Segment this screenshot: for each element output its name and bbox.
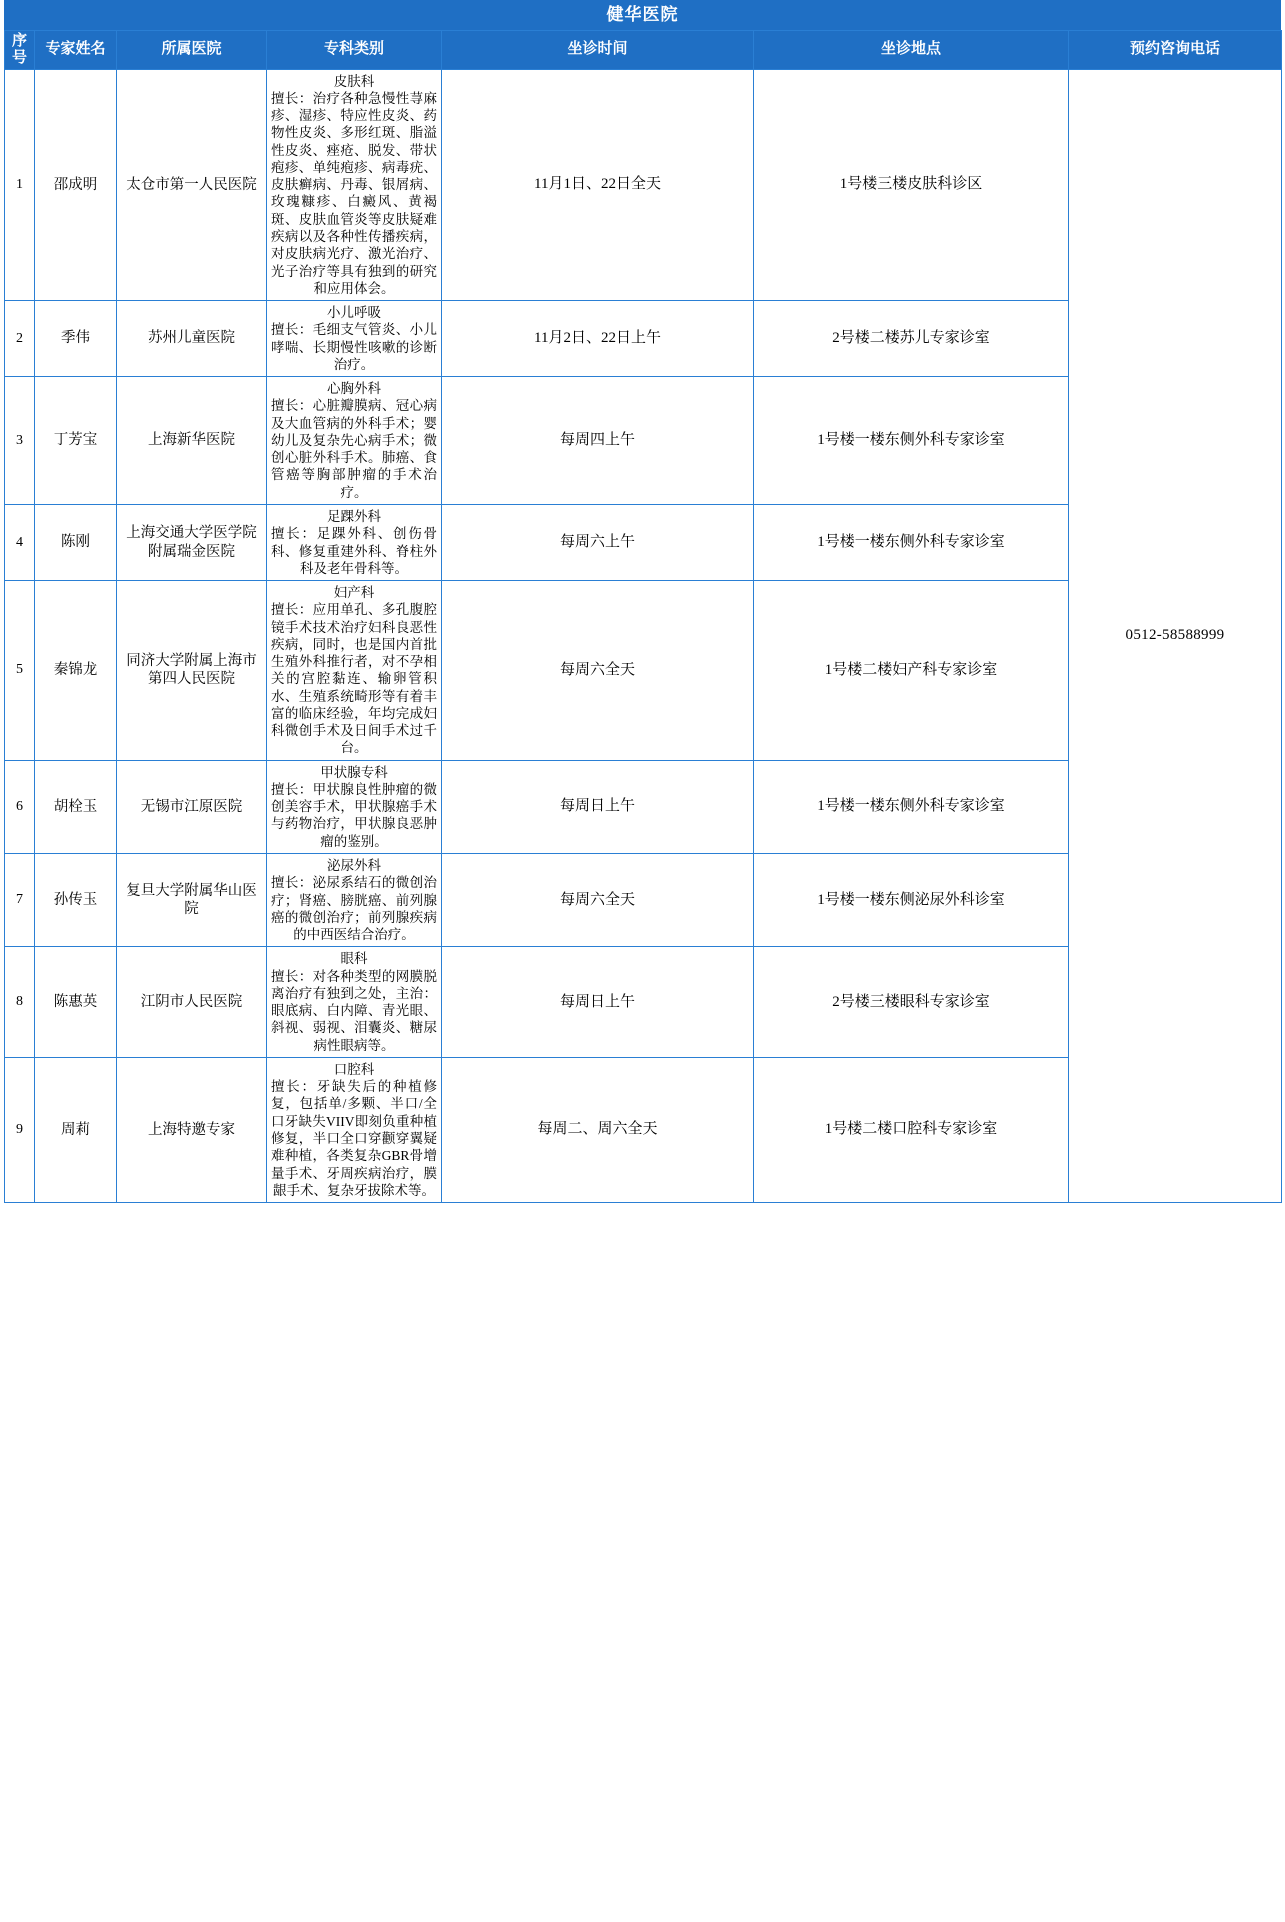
cell-expert-name: 陈刚 xyxy=(35,504,117,580)
cell-no: 7 xyxy=(5,854,35,947)
cell-department xyxy=(267,69,442,300)
cell-time: 每周四上午 xyxy=(442,377,754,505)
cell-department xyxy=(267,1057,442,1202)
cell-no: 5 xyxy=(5,581,35,761)
column-header-phone: 预约咨询电话 xyxy=(1069,31,1282,70)
cell-phone: 0512-58588999 xyxy=(1069,69,1282,1202)
cell-place: 1号楼一楼东侧外科专家诊室 xyxy=(754,504,1069,580)
cell-time: 每周二、周六全天 xyxy=(442,1057,754,1202)
cell-hospital: 太仓市第一人民医院 xyxy=(117,69,267,300)
cell-expert-name: 季伟 xyxy=(35,301,117,377)
cell-time: 每周六全天 xyxy=(442,854,754,947)
department-description: 擅长：甲状腺良性肿瘤的微创美容手术，甲状腺癌手术与药物治疗，甲状腺良恶肿瘤的鉴别。 xyxy=(271,781,437,849)
cell-time: 每周日上午 xyxy=(442,947,754,1058)
table-header-row xyxy=(5,31,1282,70)
cell-no: 9 xyxy=(5,1057,35,1202)
department-title: 足踝外科 xyxy=(327,508,381,524)
department-description: 擅长：对各种类型的网膜脱离治疗有独到之处，主治：眼底病、白内障、青光眼、斜视、弱视、泪囊炎、糖尿病性眼病等。 xyxy=(271,968,437,1053)
cell-expert-name: 丁芳宝 xyxy=(35,377,117,505)
column-header-no: 序号 xyxy=(5,31,35,70)
cell-department xyxy=(267,377,442,505)
cell-place: 1号楼二楼妇产科专家诊室 xyxy=(754,581,1069,761)
cell-department xyxy=(267,947,442,1058)
department-description: 擅长：牙缺失后的种植修复，包括单/多颗、半口/全口牙缺失VIIV即刻负重种植修复，半口全口穿颧穿翼疑难种植，各类复杂GBR骨增量手术、牙周疾病治疗，膜龈手术、复杂牙拔除术等。 xyxy=(271,1079,437,1198)
cell-no: 4 xyxy=(5,504,35,580)
cell-hospital: 无锡市江原医院 xyxy=(117,760,267,853)
cell-hospital: 同济大学附属上海市第四人民医院 xyxy=(117,581,267,761)
cell-expert-name: 周莉 xyxy=(35,1057,117,1202)
cell-expert-name: 陈惠英 xyxy=(35,947,117,1058)
cell-time: 每周六上午 xyxy=(442,504,754,580)
column-header-time: 坐诊时间 xyxy=(442,31,754,70)
cell-place: 1号楼一楼东侧泌尿外科诊室 xyxy=(754,854,1069,947)
page-title: 健华医院 xyxy=(4,0,1281,30)
column-header-place: 坐诊地点 xyxy=(754,31,1069,70)
cell-place: 2号楼三楼眼科专家诊室 xyxy=(754,947,1069,1058)
cell-department xyxy=(267,760,442,853)
department-description: 擅长：足踝外科、创伤骨科、修复重建外科、脊柱外科及老年骨科等。 xyxy=(271,526,437,576)
cell-no: 3 xyxy=(5,377,35,505)
department-title: 泌尿外科 xyxy=(327,858,381,874)
cell-time: 每周六全天 xyxy=(442,581,754,761)
department-description: 擅长：治疗各种急慢性荨麻疹、湿疹、特应性皮炎、药物性皮炎、多形红斑、脂溢性皮炎、痤疮、脱发、带状疱疹、单纯疱疹、病毒疣、皮肤癣病、丹毒、银屑病、玫瑰糠疹、白癜风、黄褐斑、皮肤血管炎等皮肤疑难疾病以及各种性传播疾病，对皮肤病光疗、激光治疗、光子治疗等具有独到的研究和应用体会。 xyxy=(271,90,437,296)
cell-no: 8 xyxy=(5,947,35,1058)
department-description: 擅长：心脏瓣膜病、冠心病及大血管病的外科手术；婴幼儿及复杂先心病手术；微创心脏外科手术。肺癌、食管癌等胸部肿瘤的手术治疗。 xyxy=(271,398,437,500)
cell-hospital: 上海交通大学医学院附属瑞金医院 xyxy=(117,504,267,580)
department-description: 擅长：泌尿系结石的微创治疗；肾癌、膀胱癌、前列腺癌的微创治疗；前列腺疾病的中西医结合治疗。 xyxy=(271,875,437,943)
department-description: 擅长：应用单孔、多孔腹腔镜手术技术治疗妇科良恶性疾病，同时，也是国内首批生殖外科推行者，对不孕相关的宫腔黏连、输卵管积水、生殖系统畸形等有着丰富的临床经验，年均完成妇科微创手术及日间手术过千台。 xyxy=(271,602,437,756)
cell-hospital: 苏州儿童医院 xyxy=(117,301,267,377)
cell-expert-name: 秦锦龙 xyxy=(35,581,117,761)
department-title: 皮肤科 xyxy=(333,73,375,89)
cell-place: 2号楼二楼苏儿专家诊室 xyxy=(754,301,1069,377)
department-description: 擅长：毛细支气管炎、小儿哮喘、长期慢性咳嗽的诊断治疗。 xyxy=(271,322,437,372)
cell-expert-name: 邵成明 xyxy=(35,69,117,300)
cell-department xyxy=(267,504,442,580)
cell-department xyxy=(267,581,442,761)
cell-no: 6 xyxy=(5,760,35,853)
cell-department xyxy=(267,301,442,377)
cell-place: 1号楼三楼皮肤科诊区 xyxy=(754,69,1069,300)
department-title: 心胸外科 xyxy=(327,381,381,397)
table-row xyxy=(5,69,1282,300)
department-title: 甲状腺专科 xyxy=(320,764,388,780)
cell-expert-name: 胡栓玉 xyxy=(35,760,117,853)
cell-hospital: 江阴市人民医院 xyxy=(117,947,267,1058)
cell-hospital: 上海新华医院 xyxy=(117,377,267,505)
department-title: 眼科 xyxy=(340,951,368,967)
cell-time: 11月2日、22日上午 xyxy=(442,301,754,377)
cell-hospital: 上海特邀专家 xyxy=(117,1057,267,1202)
cell-place: 1号楼二楼口腔科专家诊室 xyxy=(754,1057,1069,1202)
cell-place: 1号楼一楼东侧外科专家诊室 xyxy=(754,760,1069,853)
cell-time: 每周日上午 xyxy=(442,760,754,853)
column-header-department: 专科类别 xyxy=(267,31,442,70)
cell-no: 1 xyxy=(5,69,35,300)
cell-hospital: 复旦大学附属华山医院 xyxy=(117,854,267,947)
expert-schedule-table xyxy=(4,30,1282,1203)
cell-no: 2 xyxy=(5,301,35,377)
cell-expert-name: 孙传玉 xyxy=(35,854,117,947)
column-header-hospital: 所属医院 xyxy=(117,31,267,70)
cell-place: 1号楼一楼东侧外科专家诊室 xyxy=(754,377,1069,505)
column-header-name: 专家姓名 xyxy=(35,31,117,70)
department-title: 妇产科 xyxy=(333,585,375,601)
cell-time: 11月1日、22日全天 xyxy=(442,69,754,300)
department-title: 口腔科 xyxy=(333,1061,375,1077)
cell-department xyxy=(267,854,442,947)
department-title: 小儿呼吸 xyxy=(327,305,381,321)
